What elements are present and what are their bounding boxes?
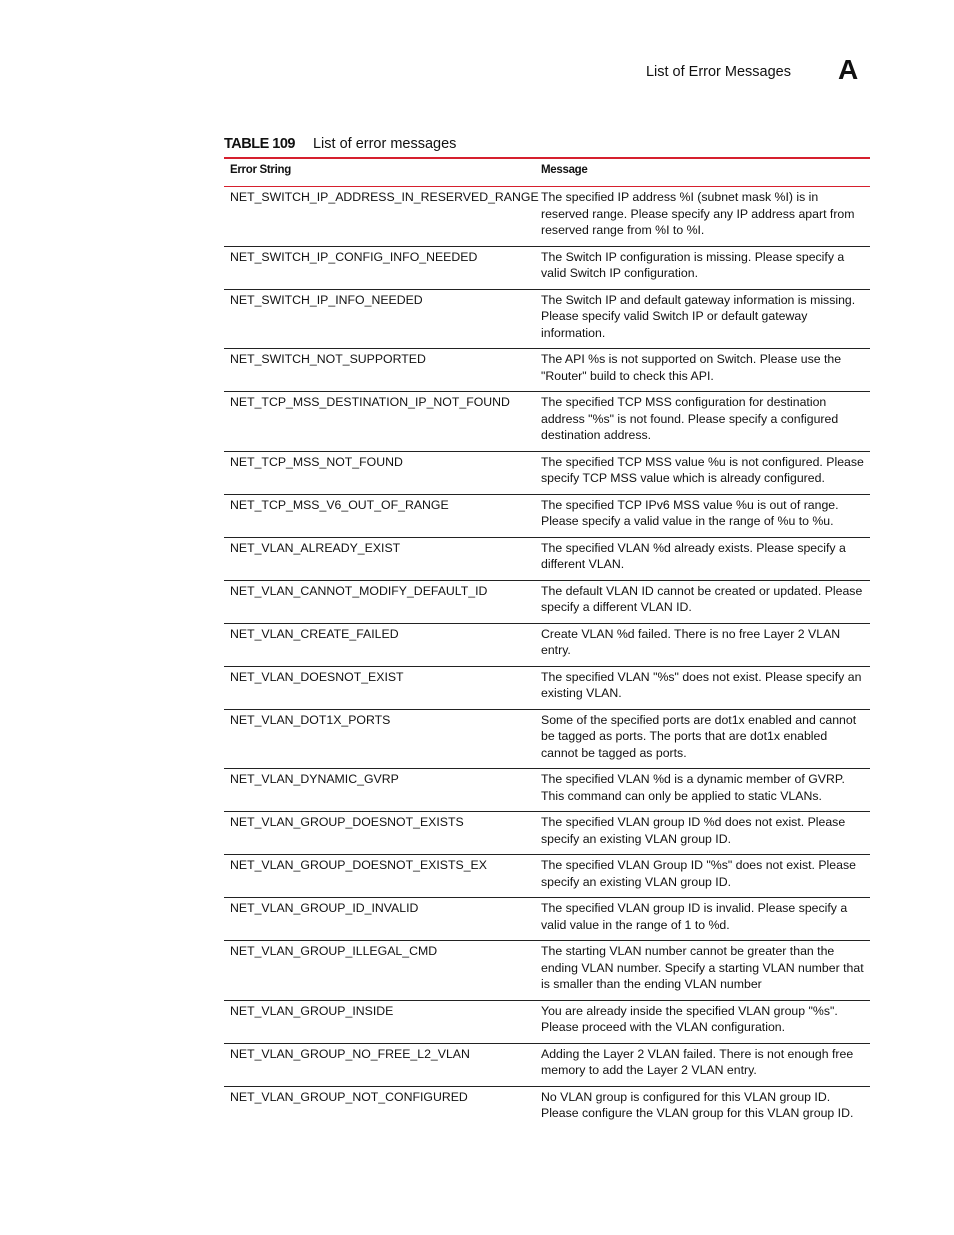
table-row	[224, 1000, 870, 1043]
message-cell: The default VLAN ID cannot be created or updated. Please specify a different VLAN ID.	[535, 580, 870, 623]
error-string-cell: NET_SWITCH_NOT_SUPPORTED	[224, 349, 535, 392]
message-cell: The specified VLAN %d is a dynamic member of GVRP. This command can only be applied to static VLANs.	[535, 769, 870, 812]
table-row	[224, 246, 870, 289]
table-row	[224, 709, 870, 769]
column-header-error-string: Error String	[224, 158, 535, 187]
message-cell: Create VLAN %d failed. There is no free Layer 2 VLAN entry.	[535, 623, 870, 666]
message-cell: The specified VLAN group ID %d does not exist. Please specify an existing VLAN group ID.	[535, 812, 870, 855]
error-string-cell: NET_VLAN_GROUP_NOT_CONFIGURED	[230, 1089, 468, 1104]
table-row	[224, 666, 870, 709]
message-cell: Some of the specified ports are dot1x enabled and cannot be tagged as ports. The ports that are dot1x enabled cannot be tagged as ports.	[535, 709, 870, 769]
error-string-cell: NET_VLAN_GROUP_NO_FREE_L2_VLAN	[224, 1043, 535, 1086]
error-string-cell: NET_VLAN_GROUP_INSIDE	[224, 1000, 535, 1043]
message-cell: The specified VLAN "%s" does not exist. Please specify an existing VLAN.	[535, 666, 870, 709]
table-row	[224, 349, 870, 392]
error-string-cell: NET_SWITCH_IP_CONFIG_INFO_NEEDED	[224, 246, 535, 289]
error-string-cell: NET_VLAN_GROUP_DOESNOT_EXISTS	[224, 812, 535, 855]
table-row	[224, 187, 870, 247]
error-string-cell: NET_VLAN_DOT1X_PORTS	[224, 709, 535, 769]
error-string-cell: NET_SWITCH_IP_ADDRESS_IN_RESERVED_RANGE	[224, 187, 535, 247]
error-string-cell: NET_TCP_MSS_DESTINATION_IP_NOT_FOUND	[224, 392, 535, 452]
table-row	[224, 898, 870, 941]
error-string-cell: NET_VLAN_CREATE_FAILED	[224, 623, 535, 666]
message-cell: You are already inside the specified VLAN group "%s". Please proceed with the VLAN configuration.	[535, 1000, 870, 1043]
error-string-cell: NET_SWITCH_IP_INFO_NEEDED	[224, 289, 535, 349]
table-row	[224, 623, 870, 666]
table-number: TABLE 109	[224, 136, 295, 152]
table-row	[224, 537, 870, 580]
section-title: List of Error Messages	[645, 64, 791, 80]
message-cell: The specified TCP MSS value %u is not configured. Please specify TCP MSS value which is already configured.	[535, 451, 870, 494]
message-cell: The API %s is not supported on Switch. Please use the "Router" build to check this API.	[535, 349, 870, 392]
error-string-cell: NET_VLAN_ALREADY_EXIST	[224, 537, 535, 580]
appendix-letter: A	[838, 54, 859, 85]
table-row	[224, 392, 870, 452]
table-row	[224, 1043, 870, 1086]
table-caption	[224, 136, 456, 152]
table-caption-text: List of error messages	[312, 136, 457, 152]
message-cell: The specified IP address %I (subnet mask %I) is in reserved range. Please specify any IP address apart from reserved range from %I to %I.	[535, 187, 870, 247]
table-header-row	[224, 158, 870, 187]
message-cell: The specified VLAN group ID is invalid. Please specify a valid value in the range of 1 to %d.	[535, 898, 870, 941]
error-string-cell: NET_VLAN_DYNAMIC_GVRP	[224, 769, 535, 812]
table-row	[224, 451, 870, 494]
table-row	[224, 289, 870, 349]
message-cell: The specified TCP IPv6 MSS value %u is out of range. Please specify a valid value in the range of %u to %u.	[535, 494, 870, 537]
message-cell: Adding the Layer 2 VLAN failed. There is not enough free memory to add the Layer 2 VLAN entry.	[535, 1043, 870, 1086]
table-row	[224, 941, 870, 1001]
error-string-cell: NET_VLAN_CANNOT_MODIFY_DEFAULT_ID	[224, 580, 535, 623]
table-row	[224, 1086, 870, 1129]
message-cell: The specified TCP MSS configuration for destination address "%s" is not found. Please specify a configured destination address.	[535, 392, 870, 452]
table-row	[224, 855, 870, 898]
error-string-cell: NET_VLAN_DOESNOT_EXIST	[224, 666, 535, 709]
error-string-cell: NET_TCP_MSS_NOT_FOUND	[224, 451, 535, 494]
error-messages-table	[224, 157, 870, 1129]
error-string-cell: NET_VLAN_GROUP_ILLEGAL_CMD	[224, 941, 535, 1001]
table-row	[224, 812, 870, 855]
message-cell: The starting VLAN number cannot be greater than the ending VLAN number. Specify a starting VLAN number that is smaller than the ending VLAN number	[535, 941, 870, 1001]
column-header-message: Message	[535, 158, 870, 187]
message-cell: The specified VLAN Group ID "%s" does not exist. Please specify an existing VLAN group ID.	[535, 855, 870, 898]
error-messages-table-container	[224, 157, 870, 1129]
error-string-cell: NET_VLAN_GROUP_DOESNOT_EXISTS_EX	[224, 855, 535, 898]
table-row	[224, 580, 870, 623]
message-cell: No VLAN group is configured for this VLAN group ID. Please configure the VLAN group for this VLAN group ID.	[541, 1089, 854, 1120]
table-row	[224, 769, 870, 812]
message-cell: The specified VLAN %d already exists. Please specify a different VLAN.	[535, 537, 870, 580]
error-string-cell: NET_VLAN_GROUP_ID_INVALID	[224, 898, 535, 941]
message-cell: The Switch IP and default gateway information is missing. Please specify valid Switch IP or default gateway information.	[535, 289, 870, 349]
error-string-cell: NET_TCP_MSS_V6_OUT_OF_RANGE	[224, 494, 535, 537]
table-row	[224, 494, 870, 537]
message-cell: The Switch IP configuration is missing. Please specify a valid Switch IP configuration.	[535, 246, 870, 289]
